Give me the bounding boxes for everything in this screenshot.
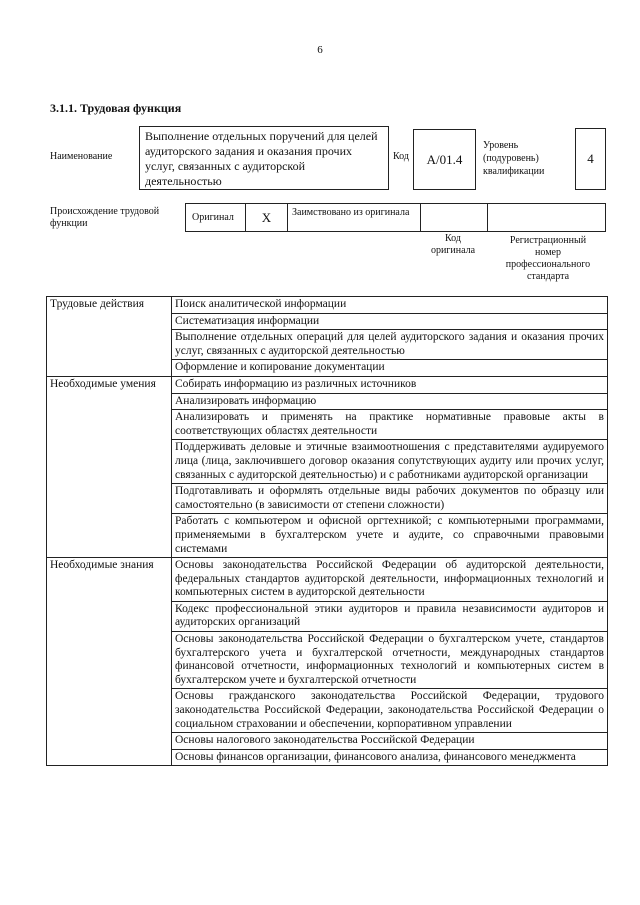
page-number: 6	[317, 44, 323, 56]
registration-number-caption	[492, 235, 604, 283]
level-value-box: 4	[575, 128, 606, 190]
labor-actions-item: Поиск аналитической информации	[172, 297, 608, 314]
registration-number-cell	[488, 204, 605, 231]
section-title: 3.1.1. Трудовая функция	[50, 101, 182, 115]
required-skills-header: Необходимые умения	[47, 376, 172, 557]
required-skills-item: Поддерживать деловые и этичные взаимоотношения с представителями аудируемого лица (лица, заключившего договор оказания сопутствующих аудиту или прочих услуг, связанных с аудиторской деятельностью) и с работниками аудиторской организации	[172, 440, 608, 484]
origin-row	[185, 203, 606, 232]
required-skills-item: Анализировать информацию	[172, 393, 608, 410]
original-code-caption	[418, 233, 488, 257]
origin-label-line: функции	[50, 218, 88, 229]
origin-label-line: Происхождение трудовой	[50, 206, 160, 217]
original-label: Оригинал	[186, 204, 246, 231]
level-label-line: Уровень	[483, 140, 519, 151]
caption-line: Код	[445, 233, 461, 244]
level-label-line: (подуровень)	[483, 153, 539, 164]
code-label: Код	[393, 151, 409, 162]
labor-actions-item: Систематизация информации	[172, 313, 608, 330]
required-skills-item: Анализировать и применять на практике нормативные правовые акты в соответствующих областях деятельности	[172, 410, 608, 440]
caption-line: номер	[535, 247, 561, 258]
table-row	[47, 376, 608, 393]
caption-line: Регистрационный	[509, 235, 587, 246]
required-knowledge-header: Необходимые знания	[47, 558, 172, 766]
caption-line: профессионального	[505, 259, 591, 270]
caption-line: стандарта	[526, 271, 570, 282]
required-skills-item: Собирать информацию из различных источников	[172, 376, 608, 393]
original-code-cell	[421, 204, 488, 231]
caption-line: оригинала	[430, 245, 476, 256]
labor-actions-header: Трудовые действия	[47, 297, 172, 377]
required-skills-item: Подготавливать и оформлять отдельные виды рабочих документов по образцу или самостоятельно (в зависимости от степени сложности)	[172, 484, 608, 514]
required-knowledge-item: Кодекс профессиональной этики аудиторов и правила независимости аудиторов и аудиторских организаций	[172, 601, 608, 631]
table-row	[47, 297, 608, 314]
borrowed-label: Заимствовано из оригинала	[288, 204, 421, 231]
required-knowledge-item: Основы гражданского законодательства Российской Федерации, трудового законодательства Российской Федерации, законодательства Российской Федерации о социальном страховании и обеспечении, корпоративном управлении	[172, 689, 608, 733]
name-label: Наименование	[50, 151, 113, 162]
table-row	[47, 558, 608, 602]
required-skills-item: Работать с компьютером и офисной оргтехникой; с компьютерными программами, применяемыми в бухгалтерском учете и аудите, со справочными правовыми системами	[172, 514, 608, 558]
level-label-line: квалификации	[483, 166, 545, 177]
function-name-box: Выполнение отдельных поручений для целей аудиторского задания и оказания прочих услуг, связанных с аудиторской деятельностью	[139, 126, 389, 190]
required-knowledge-item: Основы законодательства Российской Федерации об аудиторской деятельности, федеральных стандартов аудиторской деятельности, информационных технологий и компьютерных систем в аудиторской деятельности	[172, 558, 608, 602]
required-knowledge-item: Основы налогового законодательства Российской Федерации	[172, 733, 608, 750]
code-value-box: A/01.4	[413, 129, 476, 190]
required-knowledge-item: Основы финансов организации, финансового анализа, финансового менеджмента	[172, 749, 608, 766]
origin-label	[50, 206, 159, 230]
labor-actions-item: Оформление и копирование документации	[172, 360, 608, 377]
required-knowledge-item: Основы законодательства Российской Федерации о бухгалтерском учете, стандартов бухгалтерского учета и бухгалтерской отчетности, международных стандартов финансовой отчетности, информационных технологий и компьютерных систем в бухгалтерском учете и бухгалтерской отчетности	[172, 632, 608, 689]
level-label	[483, 139, 544, 178]
function-table	[46, 296, 608, 766]
labor-actions-item: Выполнение отдельных операций для целей аудиторского задания и оказания прочих услуг, связанных с аудиторской деятельностью	[172, 330, 608, 360]
original-mark: X	[246, 204, 288, 231]
